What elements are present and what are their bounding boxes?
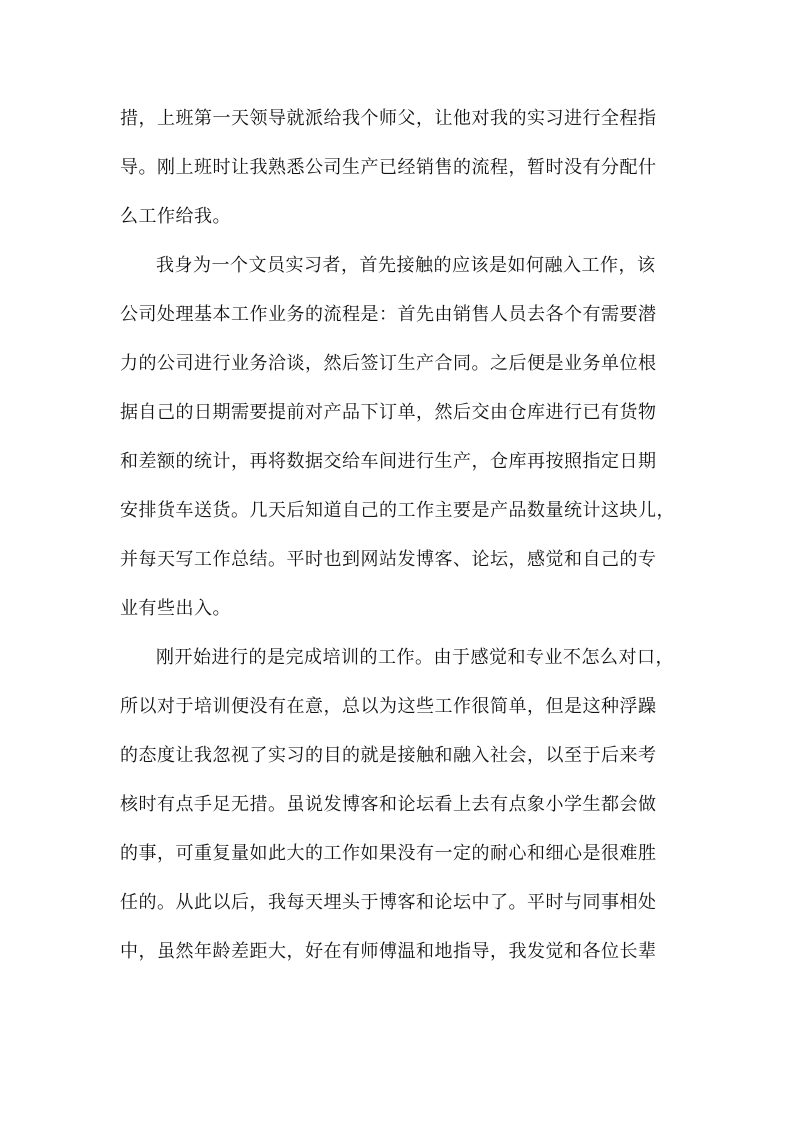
text-line: 和差额的统计，再将数据交给车间进行生产，仓库再按照指定日期: [120, 451, 657, 472]
text-line: 核时有点手足无措。虽说发博客和论坛看上去有点象小学生都会做: [120, 794, 657, 815]
text-line: 中，虽然年龄差距大，好在有师傅温和地指导，我发觉和各位长辈: [120, 941, 657, 962]
text-line: 的事，可重复量如此大的工作如果没有一定的耐心和细心是很难胜: [120, 843, 657, 864]
text-line: 并每天写工作总结。平时也到网站发博客、论坛，感觉和自己的专: [120, 549, 657, 570]
text-line: 所以对于培训便没有在意，总以为这些工作很简单，但是这种浮躁: [120, 696, 657, 717]
text-line: 力的公司进行业务洽谈，然后签订生产合同。之后便是业务单位根: [120, 353, 657, 374]
text-line: 措，上班第一天领导就派给我个师父，让他对我的实习进行全程指: [120, 108, 657, 129]
text-line: 任的。从此以后，我每天埋头于博客和论坛中了。平时与同事相处: [120, 892, 657, 913]
paragraph-first-line: 我身为一个文员实习者，首先接触的应该是如何融入工作，该: [156, 255, 656, 276]
text-line: 的态度让我忽视了实习的目的就是接触和融入社会，以至于后来考: [120, 745, 657, 766]
text-line: 么工作给我。: [120, 206, 231, 227]
text-line: 据自己的日期需要提前对产品下订单，然后交由仓库进行已有货物: [120, 402, 657, 423]
text-line: 导。刚上班时让我熟悉公司生产已经销售的流程，暂时没有分配什: [120, 157, 657, 178]
paragraph-first-line: 刚开始进行的是完成培训的工作。由于感觉和专业不怎么对口，: [156, 647, 674, 668]
text-line: 业有些出入。: [120, 598, 231, 619]
text-line: 公司处理基本工作业务的流程是：首先由销售人员去各个有需要潜: [120, 304, 657, 325]
text-line: 安排货车送货。几天后知道自己的工作主要是产品数量统计这块儿，: [120, 500, 675, 521]
